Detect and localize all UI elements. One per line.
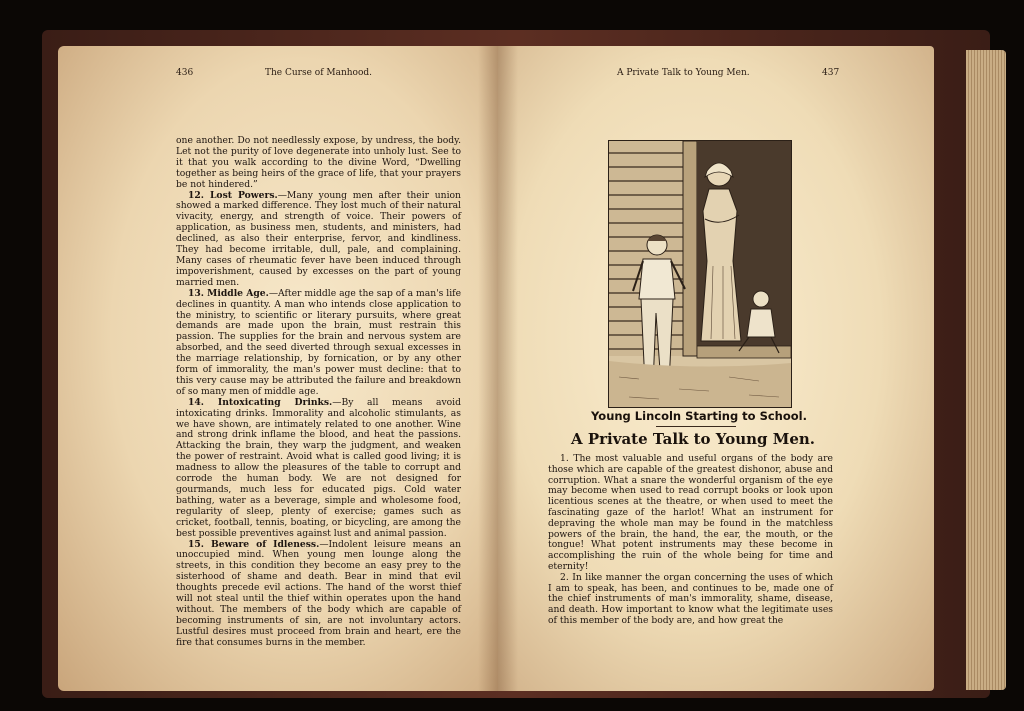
right-paragraph-2: 2. In like manner the organ concerning the uses of which I am to speak, has been, and continues to be, made one of the chief instruments of man's immorality, shame, disease, and death. How important to know what the legitimate uses of this member of the body are, and how great the bbox=[548, 571, 833, 626]
section-heading: 12. Lost Powers. bbox=[188, 189, 278, 201]
section-14 bbox=[176, 398, 461, 540]
section-heading: 15. Beware of Idleness. bbox=[188, 538, 320, 550]
section-13 bbox=[176, 289, 461, 398]
chapter-heading: A Private Talk to Young Men. bbox=[571, 430, 815, 448]
right-page-number: 437 bbox=[822, 68, 840, 78]
engraving-image bbox=[609, 141, 791, 407]
section-heading: 14. Intoxicating Drinks. bbox=[188, 396, 333, 408]
page-edges bbox=[966, 50, 1006, 690]
left-running-title: The Curse of Manhood. bbox=[265, 68, 373, 78]
lincoln-illustration bbox=[608, 140, 792, 408]
right-running-title: A Private Talk to Young Men. bbox=[617, 68, 750, 78]
figure-caption: Young Lincoln Starting to School. bbox=[591, 409, 807, 423]
section-body: —By all means avoid intoxicating drinks. Immorality and alcoholic stimulants, as we have shown, are intimately related to one another. Wine and strong drink inflame the blood, and heat the passions. Attacking the brain, they warp the judgment, and weaken the power of restraint. Avoid what is called good living; it is madness to allow the pleasures of the table to corrupt and corrode the human body. We are not designed for gourmands, much less for educated pigs. Cold water bathing, water as a beverage, simple and wholesome food, regularity of sleep, plenty of exercise; games such as cricket, football, tennis, boating, or bicycling, are among the best possible preventives against lust and animal passion. bbox=[176, 396, 461, 539]
right-text-column bbox=[548, 454, 833, 627]
left-text-column bbox=[176, 136, 461, 649]
section-body: —Many young men after their union showed a marked difference. They lost much of their natural vivacity, energy, and strength of voice. Their powers of application, as business men, students, and ministers, had declined, as also their enterprise, fervor, and kindliness. They had become irritable, dull, pale, and complaining. Many cases of rheumatic fever have been induced through impoverishment, caused by excesses on the part of young married men. bbox=[176, 189, 461, 288]
left-page-number: 436 bbox=[176, 68, 194, 78]
left-intro-paragraph: one another. Do not needlessly expose, by undress, the body. Let not the purity of love degenerate into unholy lust. See to it that you walk according to the divine Word, “Dwelling together as being heirs of the grace of life, that your prayers be not hindered.” bbox=[176, 135, 461, 190]
book-gutter bbox=[478, 46, 518, 691]
right-paragraph-1: 1. The most valuable and useful organs of the body are those which are capable of the greatest dishonor, abuse and corruption. What a snare the wonderful organism of the eye may become when used to read corrupt books or look upon licentious scenes at the theatre, or when used to meet the fascinating gaze of the harlot! What an instrument for depraving the whole man may be found in the matchless powers of the brain, the hand, the ear, the mouth, or the tongue! What potent instruments may these become in accomplishing the ruin of the whole being for time and eternity! bbox=[548, 453, 833, 572]
section-body: —After middle age the sap of a man's life declines in quantity. A man who intends close application to the ministry, to scientific or literary pursuits, where great demands are made upon the brain, must restrain this passion. The supplies for the brain and nervous system are absorbed, and the seed diverted through sexual excesses in the marriage relationship, by fornication, or by any other form of immorality, the man's power must decline: that to this very cause may be attributed the failure and breakdown of so many men of middle age. bbox=[176, 287, 462, 397]
section-15 bbox=[176, 540, 461, 649]
section-heading: 13. Middle Age. bbox=[188, 287, 269, 299]
section-body: —Indolent leisure means an unoccupied mind. When young men lounge along the streets, in this condition they become an easy prey to the sisterhood of shame and death. Bear in mind that evil thoughts precede evil actions. The hand of the worst thief will not steal until the thief within operates upon the hand without. The members of the body which are capable of becoming instruments of sin, are not involuntary actors. Lustful desires must proceed from brain and heart, ere the fire that consumes burns in the member. bbox=[176, 538, 461, 648]
caption-rule bbox=[656, 426, 736, 427]
section-12 bbox=[176, 191, 461, 289]
